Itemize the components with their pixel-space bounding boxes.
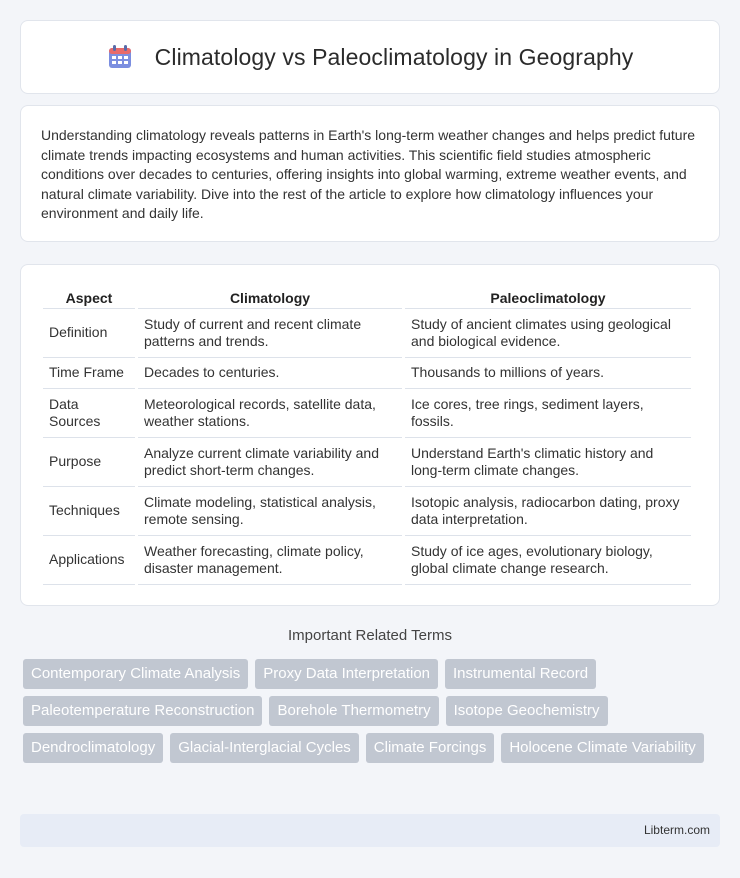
cell-aspect: Purpose — [43, 438, 135, 487]
footer-site-link[interactable]: Libterm.com — [643, 823, 710, 837]
header-aspect: Aspect — [43, 283, 135, 309]
related-term-tag[interactable]: Paleotemperature Reconstruction — [23, 696, 262, 726]
page-title: Climatology vs Paleoclimatology in Geography — [154, 43, 634, 70]
related-term-tag[interactable]: Holocene Climate Variability — [501, 733, 703, 763]
comparison-table-card — [20, 264, 720, 606]
header-paleoclimatology: Paleoclimatology — [405, 283, 691, 309]
cell-paleoclimatology: Ice cores, tree rings, sediment layers, fossils. — [405, 389, 691, 438]
footer — [20, 814, 720, 847]
cell-aspect: Definition — [43, 309, 135, 358]
related-term-tag[interactable]: Dendroclimatology — [23, 733, 163, 763]
cell-paleoclimatology: Study of ice ages, evolutionary biology, global climate change research. — [405, 536, 691, 585]
cell-paleoclimatology: Isotopic analysis, radiocarbon dating, proxy data interpretation. — [405, 487, 691, 536]
cell-climatology: Weather forecasting, climate policy, disaster management. — [138, 536, 402, 585]
related-term-tag[interactable]: Contemporary Climate Analysis — [23, 659, 248, 689]
intro-paragraph: Understanding climatology reveals patterns in Earth's long-term weather changes and helps predict future climate trends impacting ecosystems and human activities. This scientific field studies atmospheric conditions over decades to centuries, offering insights into global warming, extreme weather events, and natural climate variability. Dive into the rest of the article to explore how climatology influences your environment and daily life. — [41, 127, 696, 221]
table-row — [43, 309, 691, 358]
cell-climatology: Decades to centuries. — [138, 358, 402, 389]
cell-paleoclimatology: Study of ancient climates using geological and biological evidence. — [405, 309, 691, 358]
calendar-icon — [107, 44, 133, 70]
cell-climatology: Climate modeling, statistical analysis, remote sensing. — [138, 487, 402, 536]
cell-paleoclimatology: Understand Earth's climatic history and long-term climate changes. — [405, 438, 691, 487]
related-term-tag[interactable]: Borehole Thermometry — [269, 696, 438, 726]
cell-climatology: Analyze current climate variability and predict short-term changes. — [138, 438, 402, 487]
related-term-tag[interactable]: Instrumental Record — [445, 659, 596, 689]
comparison-table — [40, 283, 694, 585]
table-row — [43, 536, 691, 585]
table-row — [43, 487, 691, 536]
cell-aspect: Time Frame — [43, 358, 135, 389]
related-term-tag[interactable]: Climate Forcings — [366, 733, 495, 763]
header-climatology: Climatology — [138, 283, 402, 309]
related-terms-list — [23, 659, 723, 763]
table-row — [43, 358, 691, 389]
related-terms-heading: Important Related Terms — [288, 627, 452, 644]
title-card — [20, 20, 720, 94]
cell-paleoclimatology: Thousands to millions of years. — [405, 358, 691, 389]
cell-climatology: Meteorological records, satellite data, weather stations. — [138, 389, 402, 438]
table-row — [43, 389, 691, 438]
table-row — [43, 438, 691, 487]
related-term-tag[interactable]: Glacial-Interglacial Cycles — [170, 733, 359, 763]
table-header-row — [43, 283, 691, 309]
cell-aspect: Applications — [43, 536, 135, 585]
related-term-tag[interactable]: Isotope Geochemistry — [446, 696, 608, 726]
cell-aspect: Data Sources — [43, 389, 135, 438]
cell-aspect: Techniques — [43, 487, 135, 536]
related-term-tag[interactable]: Proxy Data Interpretation — [255, 659, 438, 689]
cell-climatology: Study of current and recent climate patterns and trends. — [138, 309, 402, 358]
intro-card — [20, 105, 720, 242]
